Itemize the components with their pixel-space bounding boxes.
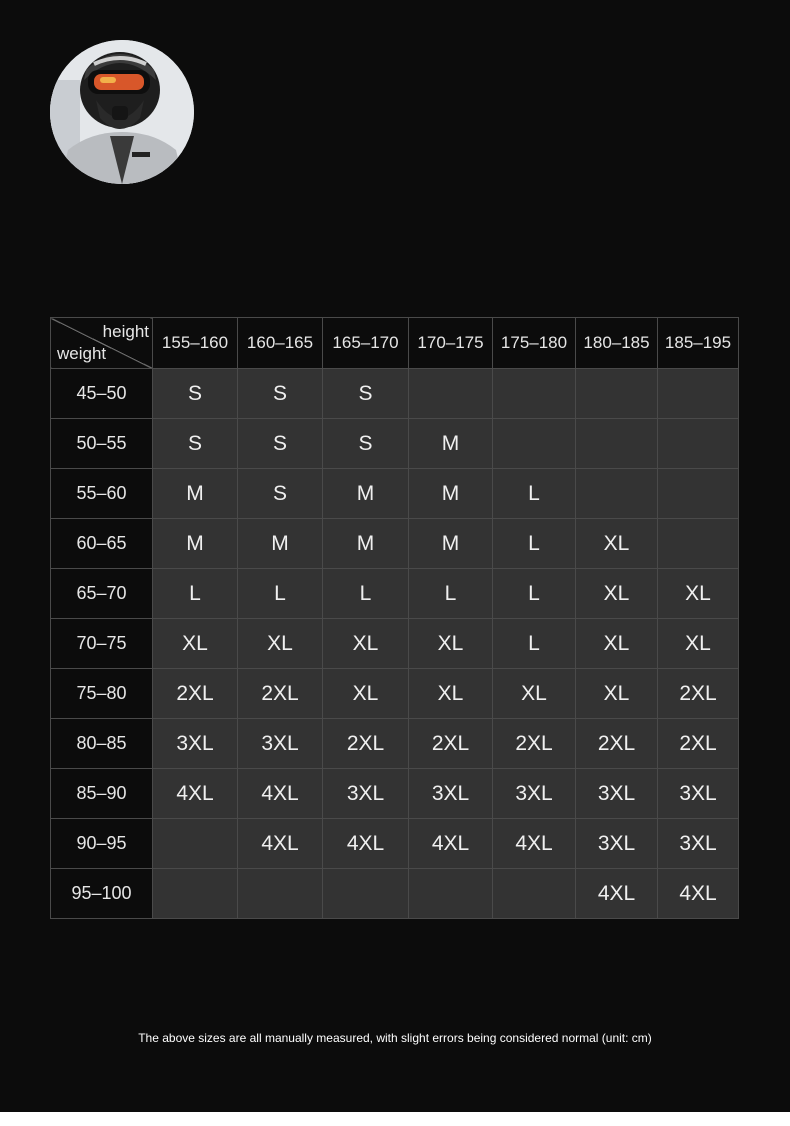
corner-header	[51, 318, 153, 369]
size-cell: XL	[409, 669, 493, 719]
size-cell: M	[409, 419, 493, 469]
size-cell: XL	[658, 619, 739, 669]
size-cell: M	[409, 469, 493, 519]
weight-label: weight	[57, 344, 107, 363]
weight-range: 90–95	[51, 819, 153, 869]
size-cell	[576, 369, 658, 419]
size-cell: 3XL	[576, 819, 658, 869]
size-cell: XL	[153, 619, 238, 669]
size-cell	[493, 369, 576, 419]
table-row	[51, 819, 739, 869]
size-cell: L	[409, 569, 493, 619]
size-cell: 3XL	[658, 819, 739, 869]
size-cell: XL	[323, 619, 409, 669]
size-cell: L	[238, 569, 323, 619]
size-cell: 3XL	[576, 769, 658, 819]
weight-range: 80–85	[51, 719, 153, 769]
size-cell: L	[493, 519, 576, 569]
weight-range: 60–65	[51, 519, 153, 569]
height-header: 155–160	[153, 318, 238, 369]
size-cell	[576, 469, 658, 519]
size-cell	[153, 819, 238, 869]
size-cell: S	[153, 419, 238, 469]
table-row	[51, 469, 739, 519]
height-header: 160–165	[238, 318, 323, 369]
table-row	[51, 619, 739, 669]
size-cell: 3XL	[658, 769, 739, 819]
height-label: height	[102, 322, 149, 341]
size-cell	[153, 869, 238, 919]
size-cell: M	[409, 519, 493, 569]
size-cell: L	[493, 569, 576, 619]
weight-range: 95–100	[51, 869, 153, 919]
size-cell: 2XL	[576, 719, 658, 769]
size-cell: XL	[658, 569, 739, 619]
size-cell: S	[323, 419, 409, 469]
size-cell: 3XL	[153, 719, 238, 769]
size-cell: 2XL	[658, 669, 739, 719]
size-cell: 4XL	[153, 769, 238, 819]
table-row	[51, 869, 739, 919]
weight-range: 65–70	[51, 569, 153, 619]
table-row	[51, 769, 739, 819]
size-cell: 3XL	[409, 769, 493, 819]
size-cell: 4XL	[409, 819, 493, 869]
weight-range: 70–75	[51, 619, 153, 669]
weight-range: 85–90	[51, 769, 153, 819]
size-chart-table	[50, 317, 739, 919]
height-header: 165–170	[323, 318, 409, 369]
table-row	[51, 669, 739, 719]
size-cell: M	[153, 469, 238, 519]
size-cell	[493, 869, 576, 919]
height-header: 185–195	[658, 318, 739, 369]
size-cell	[658, 519, 739, 569]
helmet-avatar-photo	[50, 40, 194, 184]
weight-range: 50–55	[51, 419, 153, 469]
size-cell: L	[323, 569, 409, 619]
height-header: 180–185	[576, 318, 658, 369]
size-cell: 3XL	[493, 769, 576, 819]
size-cell: XL	[576, 669, 658, 719]
size-cell: 4XL	[238, 819, 323, 869]
size-cell: 2XL	[238, 669, 323, 719]
size-cell: L	[493, 619, 576, 669]
size-cell: M	[238, 519, 323, 569]
height-header: 170–175	[409, 318, 493, 369]
header-row	[51, 318, 739, 369]
size-cell: M	[323, 469, 409, 519]
size-cell: XL	[409, 619, 493, 669]
size-cell: S	[323, 369, 409, 419]
size-cell: XL	[576, 519, 658, 569]
size-cell: 2XL	[153, 669, 238, 719]
size-cell: XL	[238, 619, 323, 669]
weight-range: 55–60	[51, 469, 153, 519]
size-cell	[658, 419, 739, 469]
size-cell: 4XL	[658, 869, 739, 919]
table-row	[51, 569, 739, 619]
size-cell: 2XL	[493, 719, 576, 769]
size-cell	[658, 469, 739, 519]
size-cell	[658, 369, 739, 419]
size-cell	[576, 419, 658, 469]
weight-range: 75–80	[51, 669, 153, 719]
size-cell: S	[153, 369, 238, 419]
size-cell: S	[238, 419, 323, 469]
size-cell	[238, 869, 323, 919]
size-cell: 2XL	[658, 719, 739, 769]
size-cell	[409, 869, 493, 919]
size-cell: XL	[493, 669, 576, 719]
size-cell	[409, 369, 493, 419]
table-row	[51, 419, 739, 469]
size-cell: M	[153, 519, 238, 569]
size-cell: 4XL	[576, 869, 658, 919]
weight-range: 45–50	[51, 369, 153, 419]
table-row	[51, 519, 739, 569]
size-cell: M	[323, 519, 409, 569]
size-cell: S	[238, 369, 323, 419]
height-header: 175–180	[493, 318, 576, 369]
size-cell: S	[238, 469, 323, 519]
size-cell: 3XL	[238, 719, 323, 769]
size-cell: XL	[323, 669, 409, 719]
size-cell: 4XL	[238, 769, 323, 819]
size-cell: 2XL	[409, 719, 493, 769]
table-row	[51, 369, 739, 419]
size-cell: XL	[576, 569, 658, 619]
size-cell: 4XL	[493, 819, 576, 869]
size-cell	[323, 869, 409, 919]
size-cell	[493, 419, 576, 469]
size-cell: L	[153, 569, 238, 619]
size-cell: XL	[576, 619, 658, 669]
bottom-border	[0, 1112, 790, 1126]
measurement-note: The above sizes are all manually measured, with slight errors being considered normal (unit: cm)	[138, 1031, 652, 1045]
size-cell: 4XL	[323, 819, 409, 869]
size-cell: 2XL	[323, 719, 409, 769]
table-row	[51, 719, 739, 769]
size-cell: 3XL	[323, 769, 409, 819]
size-rows	[51, 369, 739, 919]
size-cell: L	[493, 469, 576, 519]
